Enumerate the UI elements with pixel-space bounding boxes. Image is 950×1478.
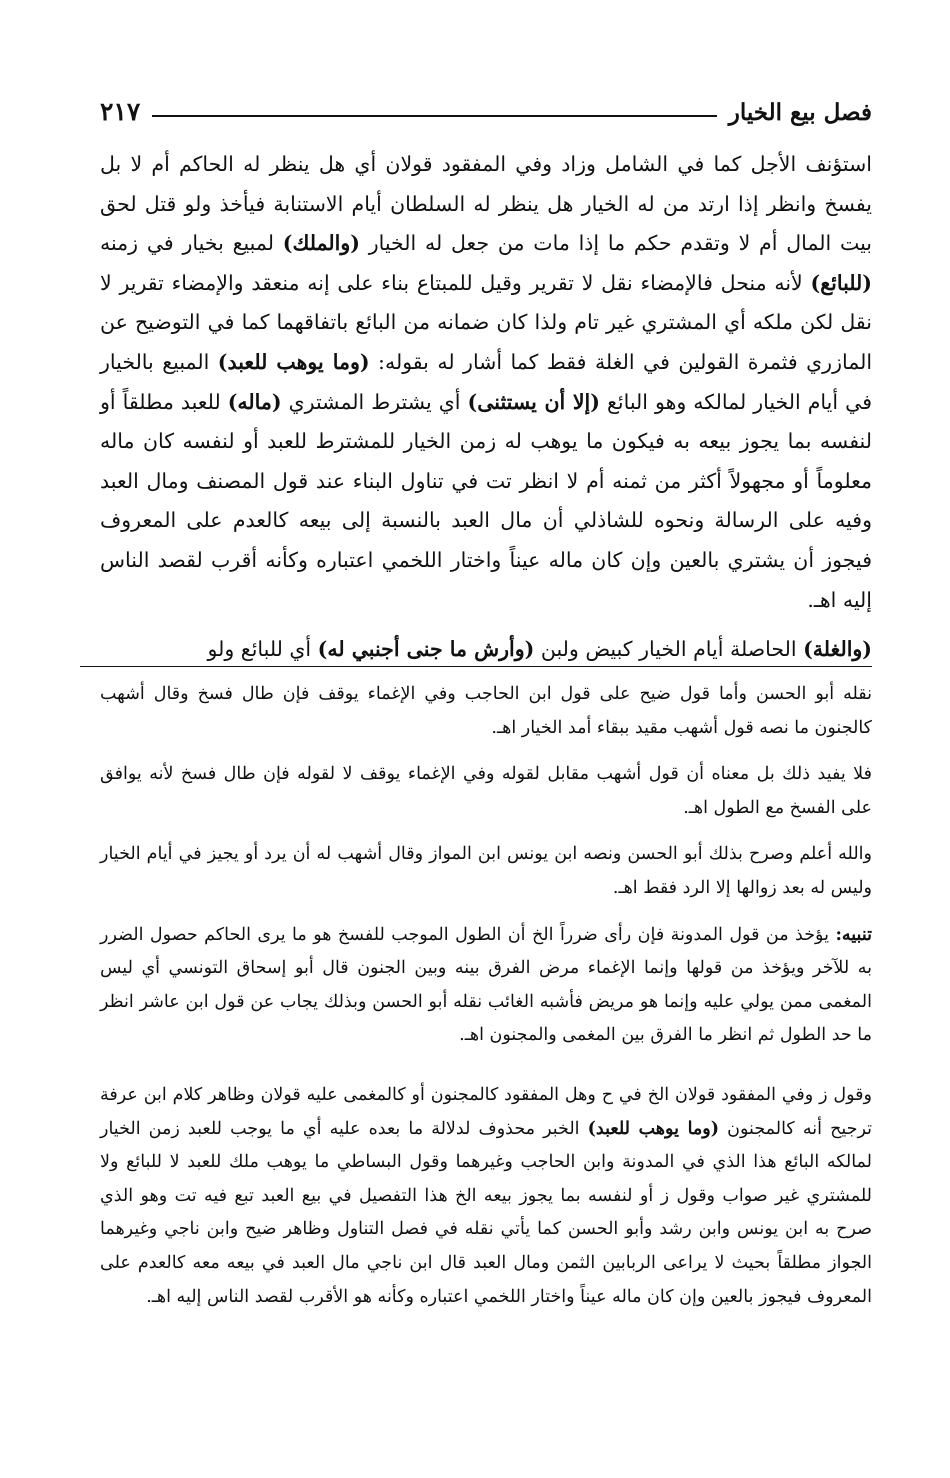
text-run: يؤخذ من قول المدونة فإن رأى ضرراً الخ أن الطول الموجب للفسخ هو ما يرى الحاكم حصول الضرر به للآخر ويؤخذ من قولها وإنما الإغماء مرض الفرق بينه وبين الجنون قال أبو إسحاق التونسي أي ليس المغمى ممن يولي عليه وإنما هو مريض فأشبه الغائب نقله أبو الحسن وبذلك يجاب عن قول ابن عاشر انظر ما حد الطول ثم انظر ما الفرق بين المغمى والمجنون اهـ. [100,924,872,1046]
quoted-term: (وما يوهب للعبد) [587,1118,720,1139]
footnote-paragraph: فلا يفيد ذلك بل معناه أن قول أشهب مقابل لقوله وفي الإغماء يوقف لا لقوله فإن طال فسخ لأنه يوافق على الفسخ مع الطول اهـ. [100,764,872,818]
note-label: تنبيه: [835,924,872,945]
running-header [100,80,872,124]
quoted-term: (إلا أن يستثنى) [467,389,600,414]
page-number: ٢١٧ [100,97,141,126]
text-run: لمبيع بخيار في زمنه [100,231,283,256]
footnote-paragraph [100,919,872,1053]
quoted-term: (وأرش ما جنى أجنبي له) [317,637,535,662]
footnote-paragraph: نقله أبو الحسن وأما قول ضيح على قول ابن الحاجب وفي الإغماء يوقف فإن طال فسخ وقال أشهب كالجنون ما نصه قول أشهب مقيد ببقاء أمد الخيار اهـ. [100,684,872,738]
main-paragraph [100,145,872,620]
text-run: لأنه منحل فالإمضاء نقل لا تقرير وقيل للمبتاع بناء على إنه منعقد والإمضاء تقرير لا نقل لكن ملكه أي المشتري غير تام ولذا كان ضمانه من البائع باتفاقهما كما في التوضيح عن المازري فثمرة القولين في الغلة فقط كما أشار له بقوله: [100,270,873,374]
chapter-title: فصل بيع الخيار [728,99,872,126]
footnote-paragraph: والله أعلم وصرح بذلك أبو الحسن ونصه ابن يونس ابن المواز وقال أشهب له أن يرد أو يجيز في أيام الخيار وليس له بعد زوالها إلا الرد فقط اهـ. [100,844,872,898]
footnote-paragraph [100,1079,872,1314]
quoted-term: (ماله) [227,389,282,414]
main-text [100,145,872,670]
quoted-term: (والملك) [282,231,360,256]
text-run: المبيع بالخيار في أيام الخيار لمالكه وهو البائع [100,349,872,414]
quoted-term: (وما يوهب للعبد) [217,349,370,374]
text-run: أي للبائع ولو [207,637,318,662]
text-run: الحاصلة أيام الخيار كبيض ولبن [534,637,804,662]
text-run: أي يشترط المشتري [281,389,468,414]
quoted-term: (للبائع) [810,270,872,295]
main-paragraph [100,630,872,670]
text-run: وقول ز وفي المفقود قولان الخ في ح وهل المفقود كالمجنون أو كالمغمى عليه قولان وظاهر كلام ابن عرفة ترجيح أنه كالمجنون [100,1084,872,1139]
text-run: للعبد مطلقاً أو لنفسه بما يجوز بيعه به فيكون ما يوهب له زمن الخيار للمشترط للعبد أو لنفسه كان ماله معلوماً أو مجهولاً أكثر من ثمنه أم لا انظر تت في تناول البناء عند قول المصنف ومال العبد وفيه على الرسالة ونحوه للشاذلي أن مال العبد بالنسبة إلى بيعه كالعدم على المعروف فيجوز أن يشتري بالعين وإن كان ماله عيناً واختار اللخمي اعتباره وكأنه أقرب لقصد الناس إليه اهـ. [100,389,872,612]
text-run: استؤنف الأجل كما في الشامل وزاد وفي المفقود قولان أي هل ينظر له الحاكم أم لا بل يفسخ وانظر إذا ارتد من له الخيار هل ينظر له السلطان أيام الاستنابة فيأخذ ولو قتل لحق بيت المال أم لا وتقدم حكم ما إذا مات من جعل له الخيار [100,152,872,256]
footnote-divider [80,666,872,667]
footnotes [100,678,872,1314]
quoted-term: (والغلة) [803,637,872,662]
text-run: الخبر محذوف لدلالة ما بعده عليه أي ما يوجب للعبد زمن الخيار لمالكه البائع هذا الذي في المدونة وابن الحاجب وغيرهما وقول البساطي ما يوهب ملك للعبد لا للبائع ولا للمشتري غير صواب وقول ز أو لنفسه بما يجوز بيعه الخ هذا التفصيل في بيع العبد تبع فيه تت وهو الذي صرح به ابن يونس وابن رشد وأبو الحسن كما يأتي نقله في فصل التناول وظاهر ضيح وابن ناجي وغيرهما الجواز مطلقاً بحيث لا يراعى الربابين الثمن ومال العبد قال ابن ناجي مال العبد في بيعه معه كالعدم على المعروف فيجوز بالعين وإن كان ماله عيناً واختار اللخمي اعتباره وكأنه هو الأقرب لقصد الناس إليه اهـ. [100,1118,872,1307]
header-rule [152,115,716,117]
